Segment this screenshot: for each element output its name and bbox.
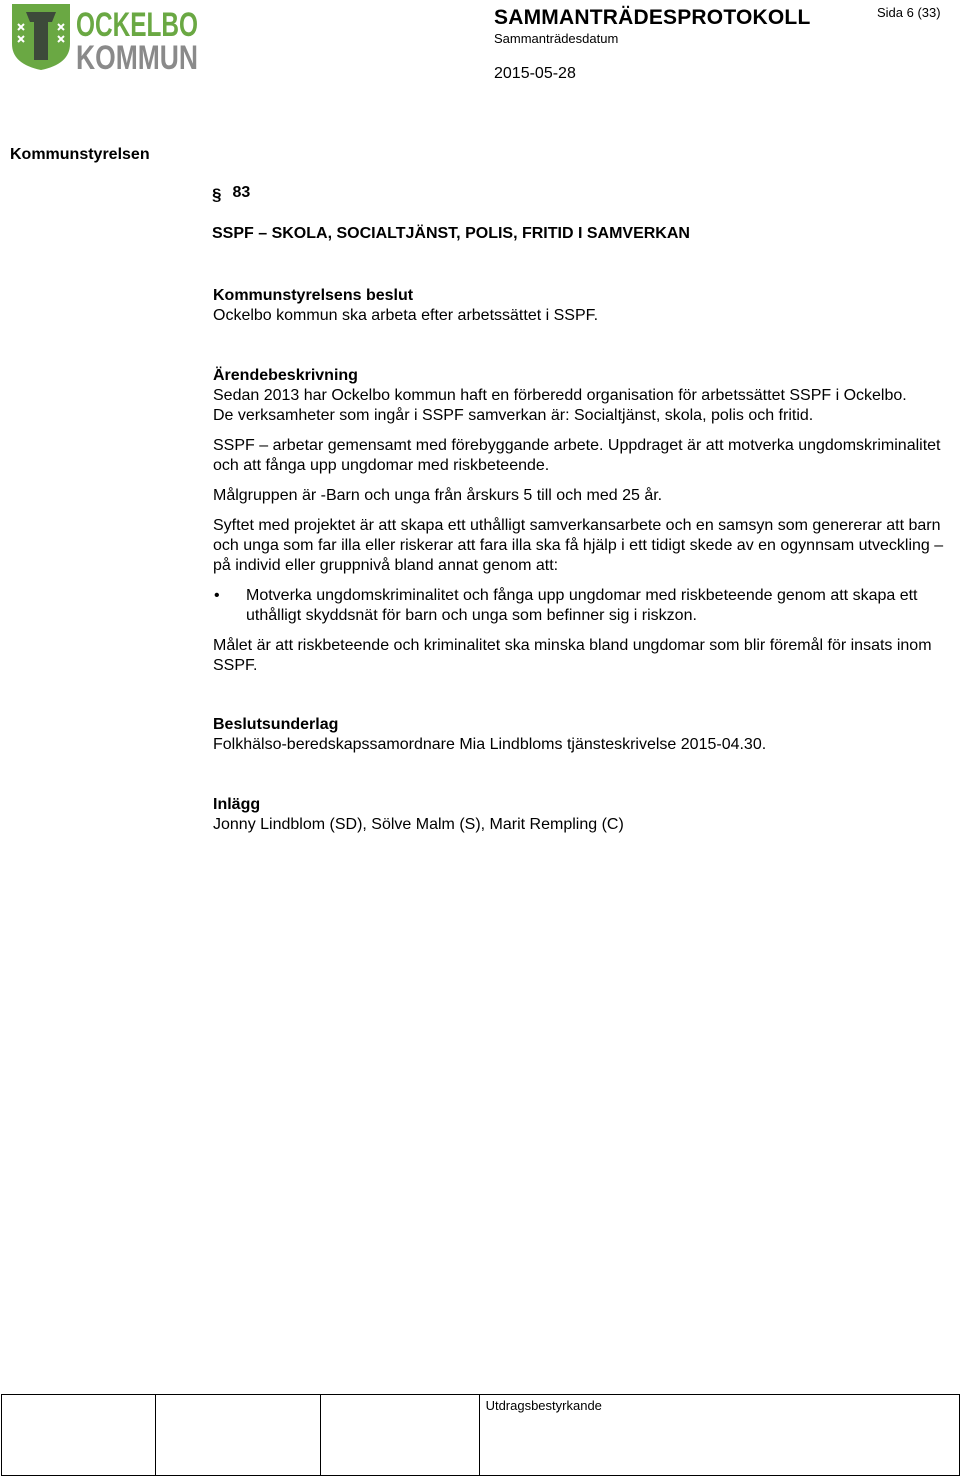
decision-heading: Kommunstyrelsens beslut [213, 287, 414, 304]
committee-name: Kommunstyrelsen [10, 146, 150, 163]
signature-cell [155, 1395, 320, 1476]
section-sign: § [212, 185, 222, 204]
page-number: Sida 6 (33) [877, 5, 941, 20]
meeting-date: 2015-05-28 [494, 65, 576, 82]
basis-text: Folkhälso-beredskapssamordnare Mia Lindbloms tjänsteskrivelse 2015-04.30. [213, 736, 767, 753]
paragraph-number-value: 83 [232, 184, 251, 201]
ockelbo-kommun-logo [10, 0, 200, 77]
bullet-icon: • [214, 587, 220, 604]
description-paragraph-5: Målet är att riskbeteende och kriminalitet ska minska bland ungdomar som blir föremål för insats inom SSPF. [213, 637, 932, 674]
basis-heading: Beslutsunderlag [213, 716, 339, 733]
description-paragraph-3: Målgruppen är -Barn och unga från årskurs 5 till och med 25 år. [213, 487, 663, 504]
svg-text:OCKELBO: OCKELBO [76, 6, 198, 44]
svg-text:KOMMUN: KOMMUN [76, 39, 198, 77]
document-title: SAMMANTRÄDESPROTOKOLL [494, 6, 811, 29]
coat-of-arms-icon [12, 4, 70, 70]
item-title: SSPF – SKOLA, SOCIALTJÄNST, POLIS, FRITID I SAMVERKAN [212, 225, 690, 242]
certifier-cell [479, 1395, 959, 1476]
meeting-date-label: Sammanträdesdatum [494, 31, 619, 46]
description-heading: Ärendebeskrivning [213, 367, 358, 384]
description-line-2: De verksamheter som ingår i SSPF samverkan är: Socialtjänst, skola, polis och fritid. [213, 407, 814, 424]
signature-table [1, 1394, 960, 1476]
list-item [213, 586, 953, 626]
decision-text: Ockelbo kommun ska arbeta efter arbetssättet i SSPF. [213, 307, 599, 324]
signature-cell [2, 1395, 156, 1476]
bullet-list [213, 586, 953, 626]
minutes-content [213, 286, 953, 835]
description-line-1: Sedan 2013 har Ockelbo kommun haft en förberedd organisation för arbetssättet SSPF i Ockelbo. [213, 387, 907, 404]
contributions-text: Jonny Lindblom (SD), Sölve Malm (S), Marit Rempling (C) [213, 816, 624, 833]
certifier-label: Utdragsbestyrkande [485, 1398, 602, 1413]
paragraph-number [212, 182, 250, 202]
description-paragraph-2: SSPF – arbetar gemensamt med förebyggande arbete. Uppdraget är att motverka ungdomskriminalitet och att fånga upp ungdomar med riskbeteende. [213, 437, 941, 474]
signature-cell [320, 1395, 479, 1476]
list-item-text: Motverka ungdomskriminalitet och fånga upp ungdomar med riskbeteende genom att skapa ett uthålligt skyddsnät för barn och unga som befinner sig i riskzon. [246, 587, 918, 624]
description-paragraph-4: Syftet med projektet är att skapa ett uthålligt samverkansarbete och en samsyn som genererar att barn och unga som far illa eller riskerar att fara illa ska få hjälp i ett tidigt skede av en ogynnsam utveckling – på individ eller gruppnivå bland annat genom att: [213, 517, 944, 574]
contributions-heading: Inlägg [213, 796, 261, 813]
